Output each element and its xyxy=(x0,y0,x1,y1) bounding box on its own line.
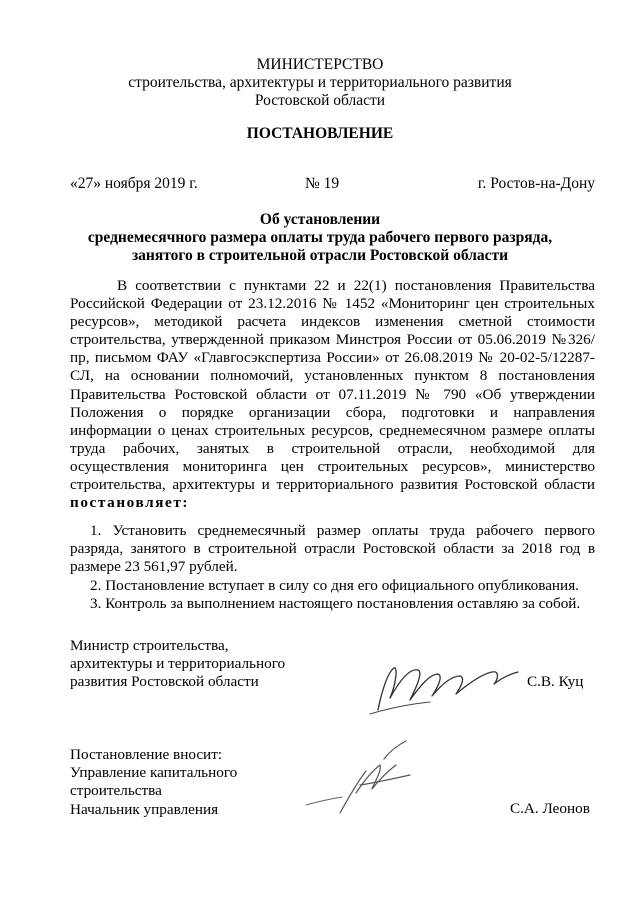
submitter-signature-icon xyxy=(300,735,430,820)
signatory-name: С.В. Куц xyxy=(527,673,584,690)
preamble-paragraph xyxy=(70,277,595,512)
submitter-line-4: Начальник управления xyxy=(70,800,219,818)
resolution-item-1: 1. Установить среднемесячный размер оплаты труда рабочего первого разряда, занятого в строительной отрасли Ростовской области за 2018 год в размере 23 561,97 рублей. xyxy=(70,522,595,576)
document-city: г. Ростов-на-Дону xyxy=(477,175,595,192)
document-type: ПОСТАНОВЛЕНИЕ xyxy=(246,125,394,142)
signatory-title-line-3: развития Ростовской области xyxy=(70,673,259,691)
date-line xyxy=(70,175,595,195)
submitter-line-1: Постановление вносит: xyxy=(70,746,223,763)
signatory-title-line-1: Министр строительства, xyxy=(70,637,229,654)
resolves-word: постановляет: xyxy=(70,494,190,512)
document-number: № 19 xyxy=(305,175,340,192)
document-date: «27» ноября 2019 г. xyxy=(70,175,198,192)
minister-signature-icon xyxy=(360,650,530,720)
submitter-name: С.А. Леонов xyxy=(510,800,590,817)
signatory-title-line-2: архитектуры и территориального xyxy=(70,655,286,673)
subject-line-1: Об установлении xyxy=(259,211,381,228)
resolution-item-3: 3. Контроль за выполнением настоящего постановления оставляю за собой. xyxy=(90,594,581,612)
resolution-item-2: 2. Постановление вступает в силу со дня его официального опубликования. xyxy=(90,576,579,594)
ministry-subtitle: строительства, архитектуры и территориального развития xyxy=(128,74,512,91)
submitter-line-2: Управление капитального xyxy=(70,764,238,782)
signatory-title xyxy=(70,637,350,692)
resolution-items xyxy=(70,522,595,613)
ministry-region: Ростовской области xyxy=(254,92,386,109)
submitter-line-3: строительства xyxy=(70,782,162,800)
preamble-text: В соответствии с пунктами 22 и 22(1) постановления Правительства Российской Федерации от 23.12.2016 № 1452 «Мониторинг цен строительных ресурсов», методикой расчета индексов изменения сметной стоимости строительства, утвержденной приказом Минстроя России от 05.06.2019 №326/пр, письмом ФАУ «Главгосэкспертиза России» от 26.08.2019 № 20-02-5/12287-СЛ, на основании полномочий, установленных пунктом 8 постановления Правительства Ростовской области от 07.11.2019 № 790 «Об утверждении Положения о порядке организации сбора, подготовки и направления информации о ценах строительных ресурсов, среднемесячном размере оплаты труда рабочих, занятых в строительной отрасли, необходимой для осуществления мониторинга цен строительных ресурсов», министерство строительства, архитектуры и территориального развития Ростовской области xyxy=(70,277,595,494)
subject-line-2: среднемесячного размера оплаты труда рабочего первого разряда, xyxy=(87,229,553,246)
ministry-title: МИНИСТЕРСТВО xyxy=(256,56,384,73)
subject-line-3: занятого в строительной отрасли Ростовской области xyxy=(131,247,509,264)
